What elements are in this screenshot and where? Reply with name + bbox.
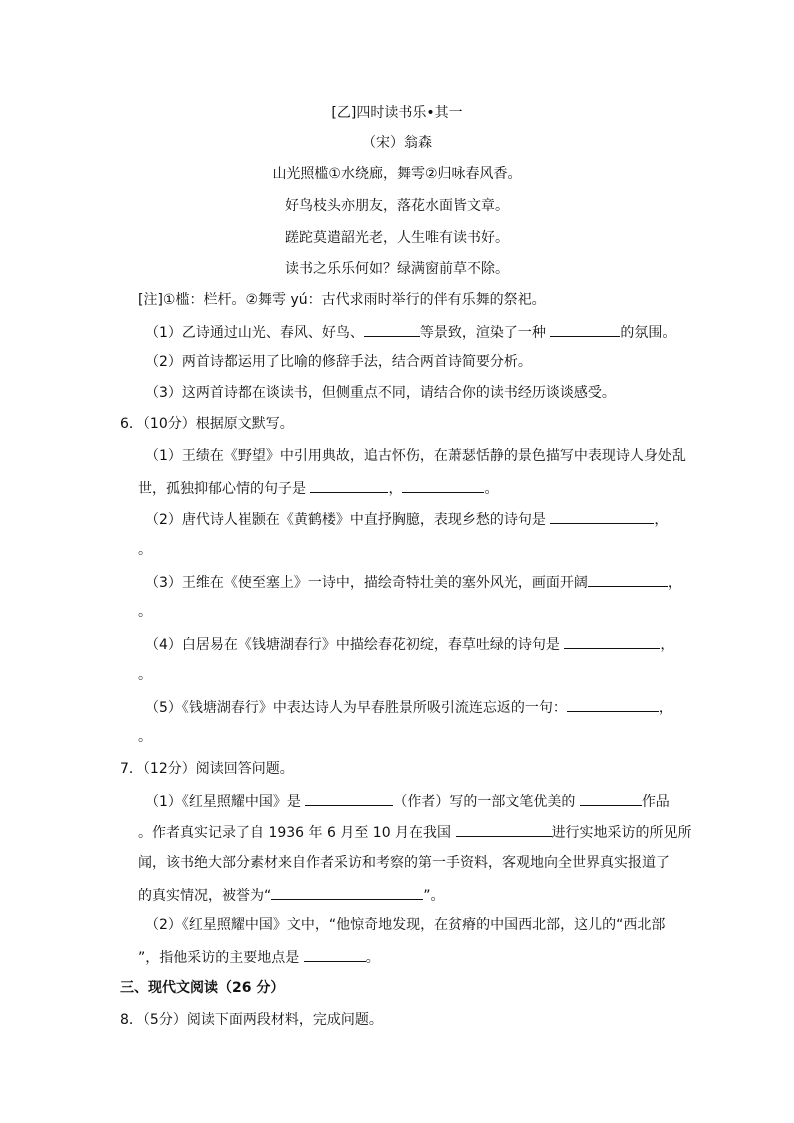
q5-sub1 xyxy=(145,322,676,342)
q7-sub1-text-e: 进行实地采访的所见所 xyxy=(551,825,692,841)
q8-header: 8．（5分）阅读下面两段材料，完成问题。 xyxy=(120,1012,383,1028)
q5-sub1-text-b: 等景致，渲染了一种 xyxy=(419,325,551,341)
poem-title: [乙]四时读书乐•其一 xyxy=(331,105,463,121)
q7-sub1-text-d: 。作者真实记录了自 1936 年 6 月至 10 月在我国 xyxy=(138,825,456,841)
q5-sub1-text-a: （1）乙诗通过山光、春风、好鸟、 xyxy=(145,325,364,341)
q5-sub1-text-c: 的氛围。 xyxy=(620,325,677,341)
q7-sub1-text-f: 的真实情况，被誉为“ xyxy=(138,888,272,904)
q6-header: 6．（10分）根据原文默写。 xyxy=(120,416,294,432)
q7-sub1-text-c: 作品 xyxy=(641,794,670,810)
q7-sub1-text-g: ”。 xyxy=(423,888,445,904)
q7-sub2-line1: （2）《红星照耀中国》文中，“他惊奇地发现，在贫瘠的中国西北部，这儿的“西北部 xyxy=(145,917,666,933)
q5-sub3: （3）这两首诗都在谈读书，但侧重点不同，请结合你的读书经历谈谈感受。 xyxy=(145,385,616,401)
answer-blank[interactable] xyxy=(588,572,668,587)
q6-sub1-text-a: 世，孤独抑郁心情的句子是 xyxy=(138,481,311,497)
q6-sub1-text-c: 。 xyxy=(484,481,499,497)
q6-sub4-text-a: （4）白居易在《钱塘湖春行》中描绘春花初绽，春草吐绿的诗句是 xyxy=(145,637,565,653)
q6-sub3-text-a: （3）王维在《使至塞上》一诗中，描绘奇特壮美的塞外风光，画面开阔 xyxy=(145,575,588,591)
q6-sub5-text-a: （5）《钱塘湖春行》中表达诗人为早春胜景所吸引流连忘返的一句： xyxy=(145,700,567,716)
q7-sub1-line3: 闻，该书绝大部分素材来自作者采访和考察的第一手资料，客观地向全世界真实报道了 xyxy=(138,855,670,871)
q6-sub3 xyxy=(145,572,682,592)
q6-sub2-text-b: ， xyxy=(654,512,669,528)
answer-blank[interactable] xyxy=(305,791,393,806)
poem-note: [注]①槛：栏杆。②舞雩 yú：古代求雨时举行的伴有乐舞的祭祀。 xyxy=(138,292,546,308)
answer-blank[interactable] xyxy=(456,822,552,837)
answer-blank[interactable] xyxy=(580,791,642,806)
answer-blank[interactable] xyxy=(550,322,620,337)
section-heading: 三、现代文阅读（26 分） xyxy=(120,980,285,996)
answer-blank[interactable] xyxy=(402,478,484,493)
answer-blank[interactable] xyxy=(550,509,654,524)
answer-blank[interactable] xyxy=(271,885,423,900)
q7-sub2-line2 xyxy=(138,947,380,967)
poem-line-3: 蹉跎莫遣韶光老，人生唯有读书好。 xyxy=(285,230,509,246)
q6-sub3-text-b: ， xyxy=(667,575,682,591)
q6-sub1-line1: （1）王绩在《野望》中引用典故，追古怀伤，在萧瑟恬静的景色描写中表现诗人身处乱 xyxy=(145,448,686,464)
q6-sub4-text-b: ， xyxy=(660,637,675,653)
q6-sub2 xyxy=(145,509,668,529)
q6-sub4 xyxy=(145,634,674,654)
q6-sub3-end: 。 xyxy=(138,604,152,620)
q6-sub1-line2 xyxy=(138,478,498,498)
answer-blank[interactable] xyxy=(567,697,659,712)
poem-line-4: 读书之乐乐何如？绿满窗前草不除。 xyxy=(285,261,509,277)
q7-sub1-line2 xyxy=(138,822,692,842)
q6-sub4-end: 。 xyxy=(138,667,152,683)
poem-line-1: 山光照槛①水绕廊，舞雩②归咏春风香。 xyxy=(272,166,522,182)
poem-author: （宋）翁森 xyxy=(362,135,432,151)
q6-sub2-end: 。 xyxy=(138,542,152,558)
answer-blank[interactable] xyxy=(364,322,420,337)
q6-sub5-text-b: ， xyxy=(658,700,673,716)
q7-sub1-text-a: （1）《红星照耀中国》是 xyxy=(145,794,306,810)
q7-sub1-line4 xyxy=(138,885,445,905)
q5-sub2: （2）两首诗都运用了比喻的修辞手法，结合两首诗简要分析。 xyxy=(145,354,532,370)
answer-blank[interactable] xyxy=(304,947,366,962)
q7-sub1-text-b: （作者）写的一部文笔优美的 xyxy=(393,794,580,810)
q6-sub1-text-b: ， xyxy=(388,481,403,497)
q6-sub5-end: 。 xyxy=(138,729,152,745)
answer-blank[interactable] xyxy=(310,478,388,493)
q7-header: 7．（12分）阅读回答问题。 xyxy=(120,761,294,777)
q6-sub5 xyxy=(145,697,673,717)
poem-line-2: 好鸟枝头亦朋友，落花水面皆文章。 xyxy=(285,198,509,214)
q7-sub1-line1 xyxy=(145,791,670,811)
q7-sub2-text-b: 。 xyxy=(365,950,380,966)
answer-blank[interactable] xyxy=(564,634,660,649)
q7-sub2-text-a: ”，指他采访的主要地点是 xyxy=(138,950,304,966)
q6-sub2-text-a: （2）唐代诗人崔颢在《黄鹤楼》中直抒胸臆，表现乡愁的诗句是 xyxy=(145,512,551,528)
